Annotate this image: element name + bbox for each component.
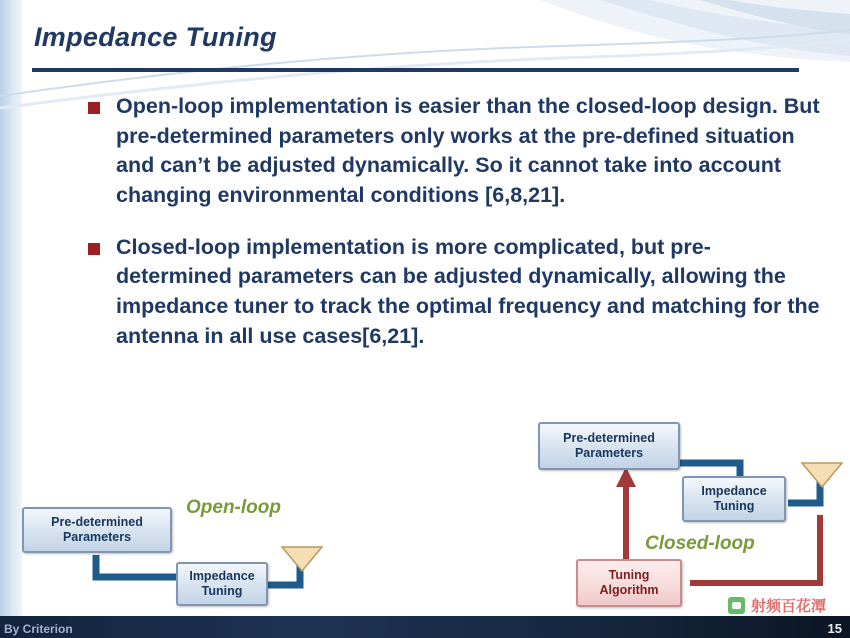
bullet-list [88,92,828,373]
watermark-text: 射频百花潭 [750,598,826,615]
footer-bar [0,616,850,638]
closed-loop-tuning-algorithm-node [576,559,682,607]
node-line-2: Parameters [574,446,644,460]
closed-loop-impedance-tuning-node [682,476,786,522]
closed-loop-predetermined-parameters-node [538,422,680,470]
diagram-area [0,405,850,620]
bullet-text: Open-loop implementation is easier than the closed-loop design. But pre-determined parameters only works at the pre-defined situation and can’t be adjusted dynamically. So it cannot take into account changing environmental conditions [6,8,21]. [116,94,820,207]
list-item [88,233,828,352]
square-bullet-icon [88,243,100,255]
watermark [728,595,826,616]
bullet-text: Closed-loop implementation is more complicated, but pre-determined parameters can be adjusted dynamically, allowing the impedance tuner to track the optimal frequency and matching for the antenna in all use cases[6,21]. [116,234,820,348]
node-line-2: Parameters [62,530,132,544]
node-line-1: Pre-determined [563,431,655,446]
wechat-logo-icon [728,597,745,614]
open-loop-predetermined-parameters-node [22,507,172,553]
list-item [88,92,828,211]
title-underline [32,68,799,72]
footer-author: By Criterion [4,622,73,636]
page-title: Impedance Tuning [34,22,277,52]
open-loop-impedance-tuning-node [176,562,268,606]
node-line-1: Tuning [608,568,650,583]
node-line-1: Impedance [189,569,255,584]
square-bullet-icon [88,102,100,114]
open-loop-label: Open-loop [186,497,281,518]
node-line-2: Tuning [201,584,243,598]
node-line-1: Pre-determined [51,515,143,530]
node-line-2: Algorithm [599,583,659,597]
node-line-2: Tuning [713,499,755,513]
closed-loop-label: Closed-loop [645,533,755,554]
node-line-1: Impedance [701,484,767,499]
page-number: 15 [827,621,842,636]
